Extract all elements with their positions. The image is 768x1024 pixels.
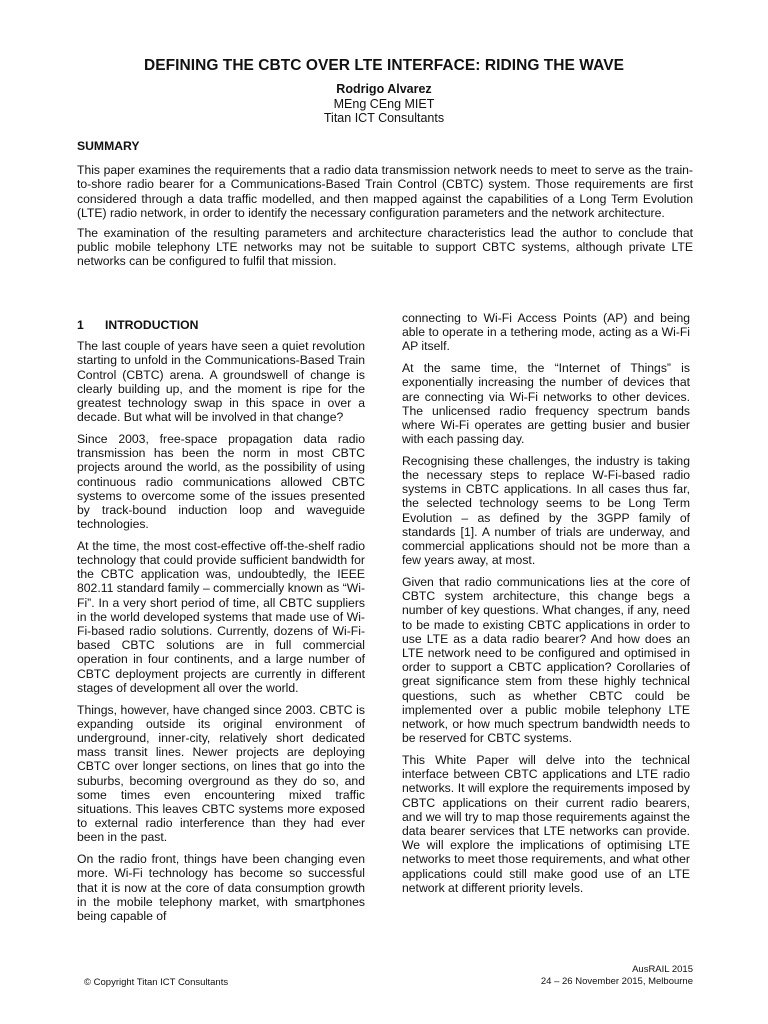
summary-paragraph: The examination of the resulting parameters and architecture characteristics lead the author to conclude that public mobile telephony LTE networks may not be suitable to support CBTC systems, although private LTE networks can be configured to fulfil that mission. <box>77 226 693 269</box>
body-paragraph: connecting to Wi-Fi Access Points (AP) and being able to operate in a tethering mode, acting as a Wi-Fi AP itself. <box>402 311 690 354</box>
body-paragraph: Recognising these challenges, the industry is taking the necessary steps to replace W-Fi-based radio systems in CBTC applications. In all cases thus far, the selected technology seems to be Long Term Evolution – as defined by the 3GPP family of standards [1]. A number of trials are underway, and commercial applications should not be more than a few years away, at most. <box>402 453 690 568</box>
section-number: 1 <box>77 318 84 332</box>
left-column <box>77 318 365 931</box>
author-name: Rodrigo Alvarez <box>336 82 432 96</box>
footer-copyright: © Copyright Titan ICT Consultants <box>84 977 229 988</box>
author-credentials: MEng CEng MIET <box>333 96 435 111</box>
paper-title: DEFINING THE CBTC OVER LTE INTERFACE: RIDING THE WAVE <box>143 57 624 74</box>
body-paragraph: Things, however, have changed since 2003. CBTC is expanding outside its original environment of underground, inner-city, relatively short dedicated mass transit lines. Newer projects are deploying CBTC over longer sections, on lines that go into the suburbs, becoming overground as they do so, and some times even encountering mixed traffic situations. This leaves CBTC systems more exposed to external radio interference than they had ever been in the past. <box>77 702 365 845</box>
body-paragraph: At the time, the most cost-effective off-the-shelf radio technology that could provide sufficient bandwidth for the CBTC application was, undoubtedly, the IEEE 802.11 standard family – commercially known as “Wi-Fi”. In a very short period of time, all CBTC suppliers in the world developed systems that made use of Wi-Fi-based radio solutions. Currently, dozens of Wi-Fi-based CBTC solutions are in full commercial operation in four continents, and a large number of CBTC deployment projects are currently in different stages of development all over the world. <box>77 538 365 695</box>
summary-paragraph: This paper examines the requirements that a radio data transmission network needs to meet to serve as the train-to-shore radio bearer for a Communications-Based Train Control (CBTC) system. Those requirements are first considered through a data traffic modelled, and then mapped against the capabilities of a Long Term Evolution (LTE) radio network, in order to identify the necessary configuration parameters and the network architecture. <box>77 163 693 220</box>
footer-conference: AusRAIL 2015 <box>632 964 693 975</box>
body-paragraph: This White Paper will delve into the technical interface between CBTC applications and LTE radio networks. It will explore the requirements imposed by CBTC applications on their current radio bearers, and we will try to map those requirements against the data bearer services that LTE networks can provide. We will explore the implications of optimising LTE networks to meet those requirements, and what other applications could still make good use of an LTE network at different priority levels. <box>402 752 690 895</box>
body-paragraph: On the radio front, things have been changing even more. Wi-Fi technology has become so successful that it is now at the core of data consumption growth in the mobile telephony market, with smartphones being capable of <box>77 852 365 923</box>
summary-heading: SUMMARY <box>77 139 140 153</box>
author-block <box>0 82 768 126</box>
body-paragraph: Given that radio communications lies at the core of CBTC system architecture, this change begs a number of key questions. What changes, if any, need to be made to existing CBTC applications in order to use LTE as a data radio bearer? And how does an LTE network need to be configured and optimised in order to support a CBTC application? Corollaries of great significance stem from these highly technical questions, such as whether CBTC could be implemented over a public mobile telephony LTE network, or how much spectrum bandwidth needs to be reserved for CBTC systems. <box>402 574 690 746</box>
author-affiliation: Titan ICT Consultants <box>323 111 445 125</box>
body-paragraph: The last couple of years have seen a quiet revolution starting to unfold in the Communications-Based Train Control (CBTC) arena. A groundswell of change is clearly building up, and the moment is ripe for the greatest technology swap in this space in over a decade. But what will be involved in that change? <box>77 339 365 425</box>
footer-conference-info <box>541 964 693 988</box>
body-paragraph: At the same time, the “Internet of Things” is exponentially increasing the number of devices that are connecting via Wi-Fi networks to other devices. The unlicensed radio frequency spectrum bands where Wi-Fi operates are getting busier and busier with each passing day. <box>402 361 690 447</box>
summary-section <box>77 139 693 275</box>
footer-dates-location: 24 – 26 November 2015, Melbourne <box>540 976 693 987</box>
section-heading <box>77 318 365 332</box>
body-paragraph: Since 2003, free-space propagation data radio transmission has been the norm in most CBTC projects around the world, as the possibility of using continuous radio communications allowed CBTC systems to overcome some of the issues presented by track-bound induction loop and waveguide technologies. <box>77 431 365 532</box>
right-column <box>402 311 690 902</box>
section-title: INTRODUCTION <box>105 318 199 332</box>
